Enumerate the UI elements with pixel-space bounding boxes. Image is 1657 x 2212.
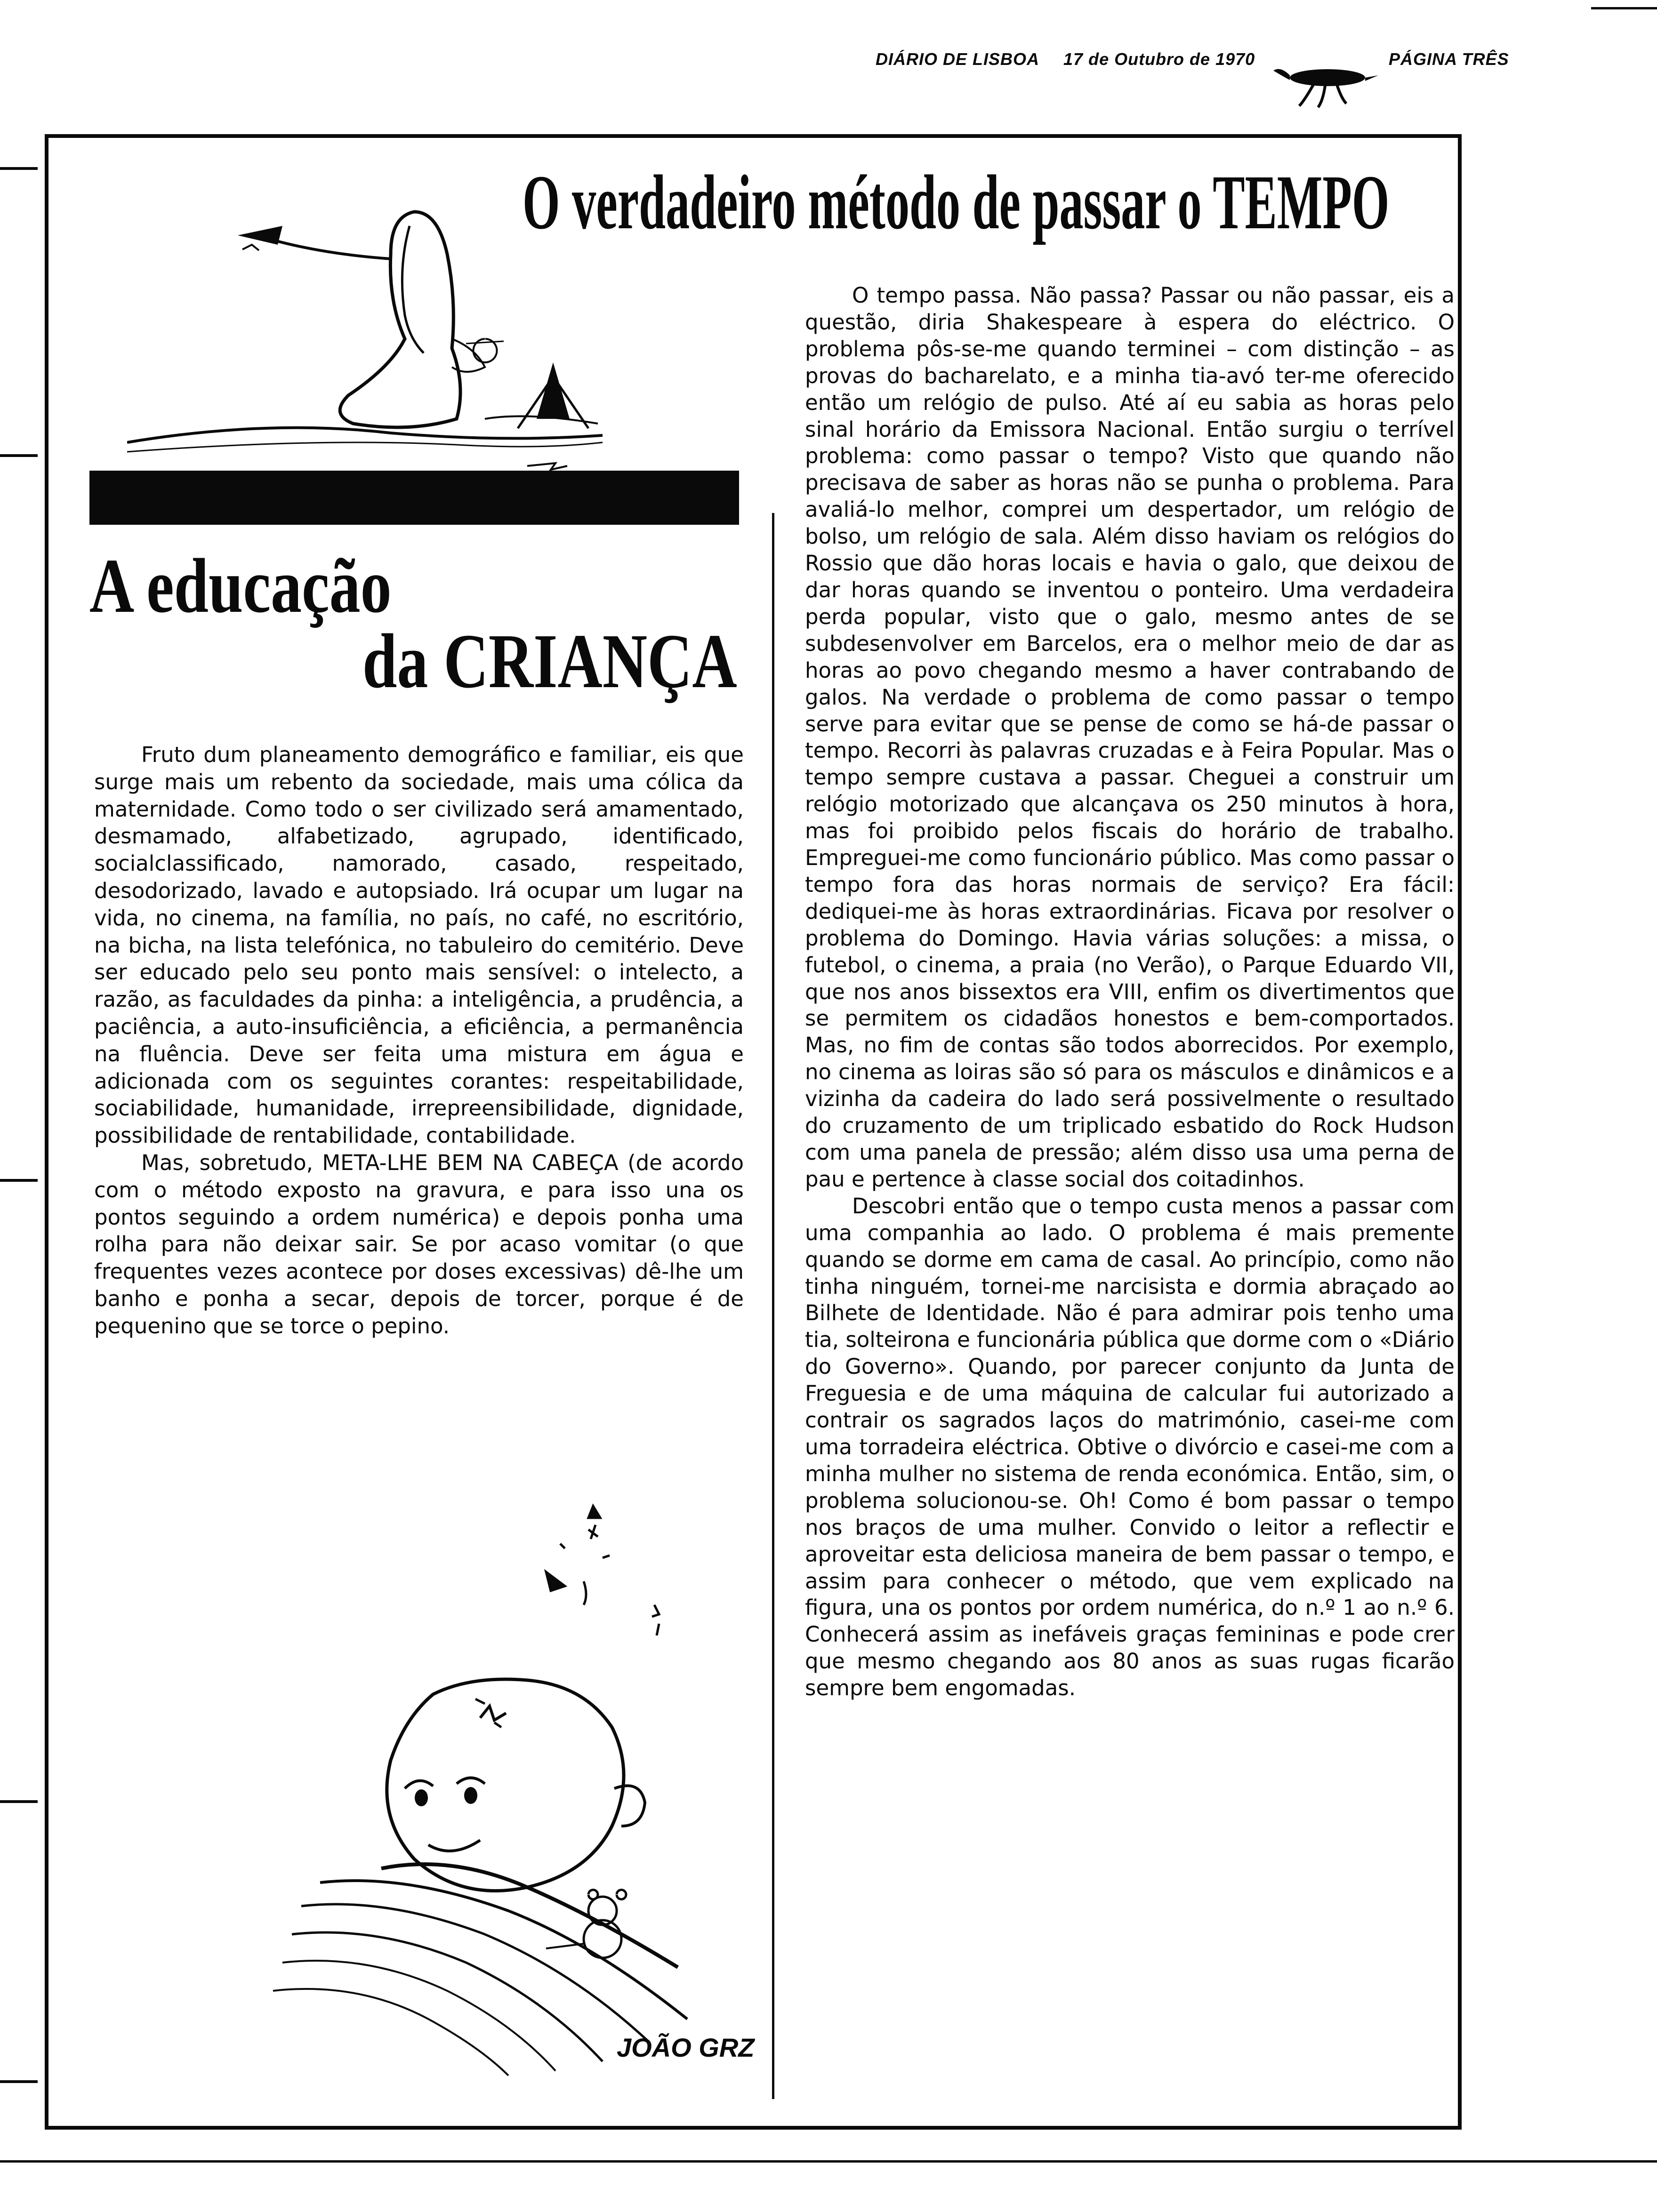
margin-mark: [0, 454, 38, 457]
top-rule: [1591, 7, 1657, 9]
section-subtitle-line1: A educação: [89, 543, 392, 629]
left-paragraph: Fruto dum planeamento demográfico e familiar, eis que surge mais um rebento da sociedade, mais uma cólica da maternidade. Como todo o ser civilizado será amamentado, desmamado, alfabetizado, agrupado, identificado, socialclassificado, namorado, casado, respeitado, desodorizado, lavado e autopsiado. Irá ocupar um lugar na vida, no cinema, na família, no país, no café, no escritório, na bicha, na lista telefónica, no tabuleiro do cemitério. Deve ser educado pelo seu ponto mais sensível: o intelecto, a razão, as faculdades da pinha: a inteligência, a prudência, a paciência, a auto-insuficiência, a eficiência, a permanência na fluência. Deve ser feita uma mistura em água e adicionada com os seguintes corantes: respeitabilidade, sociabilidade, humanidade, irrepreensibilidade, dignidade, possibilidade de rentabilidade, contabilidade.: [94, 742, 744, 1148]
left-article-body: [94, 741, 744, 1340]
right-paragraph: O tempo passa. Não passa? Passar ou não passar, eis a questão, diria Shakespeare à espera do eléctrico. O problema pôs-se-me quando terminei – com distinção – as provas do bacharelato, e a minha tia-avó ter-me oferecido então um relógio de pulso. Até aí eu sabia as horas pelo sinal horário da Emissora Nacional. Então surgiu o terrível problema: como passar o tempo? Visto que quando não precisava de saber as horas não se punha o problema. Para avaliá-lo melhor, comprei um despertador, um relógio de bolso, um relógio de sala. Além disso haviam os relógios do Rossio que dão horas locais e havia o galo, que deixou de dar horas quando se inventou o ponteiro. Uma verdadeira perda popular, visto que o galo, mesmo antes de se subdesenvolver em Barcelos, era o melhor meio de dar as horas ao povo chegando mesmo a haver contrabando de galos. Na verdade o problema de como passar o tempo serve para evitar que se pense de como se há-de passar o tempo. Recorri às palavras cruzadas e à Feira Popular. Mas o tempo sempre custava a passar. Cheguei a construir um relógio motorizado que alcançava os 250 minutos à hora, mas foi proibido pelos fiscais do horário de trabalho. Empreguei-me como funcionário público. Mas como passar o tempo fora das horas normais de serviço? Era fácil: dediquei-me às horas extraordinárias. Ficava por resolver o problema do Domingo. Havia várias soluções: a missa, o futebol, o cinema, a praia (no Verão), o Parque Eduardo VII, que nos anos bissextos era VIII, enfim os divertimentos que se permitem os cidadãos honestos e bem-comportados. Mas, no fim de contas são todos aborrecidos. Por exemplo, no cinema as loiras são só para os másculos e dinâmicos e a vizinha da cadeira do lado será possivelmente o resultado do cruzamento de um triplicado esbatido do Rock Hudson com uma panela de pressão; além disso usa uma perna de pau e pertence à classe social dos coitadinhos.: [805, 283, 1455, 1192]
column-rule: [772, 513, 774, 2099]
page-header: [876, 49, 1509, 69]
fly-icon: [1271, 56, 1379, 108]
margin-mark: [0, 1800, 38, 1803]
section-divider-bar: [89, 471, 739, 525]
page-label: PÁGINA TRÊS: [1389, 49, 1509, 69]
section-subtitle-line2: da CRIANÇA: [362, 618, 737, 704]
margin-mark: [0, 1179, 38, 1182]
illustration-signature: JOÃO GRZ: [617, 2033, 755, 2062]
right-paragraph: Descobri então que o tempo custa menos a passar com uma companhia ao lado. O problema é mais premente quando se dorme em cama de casal. Ao princípio, como não tinha ninguém, tornei-me narcisista e dormia abraçado ao Bilhete de Identidade. Não é para admirar pois tenho uma tia, solteirona e funcionária pública que dorme com o «Diário do Governo». Quando, por parecer conjunto da Junta de Freguesia e de uma máquina de calcular fui autorizado a contrair os sagrados laços do matrimónio, casei-me com uma torradeira eléctrica. Obtive o divórcio e casei-me com a minha mulher no sistema de renda económica. Então, sim, o problema solucionou-se. Oh! Como é bom passar o tempo nos braços de uma mulher. Convido o leitor a reflectir e aproveitar esta deliciosa maneira de bem passar o tempo, e assim para conhecer o método, que vem explicado na figura, una os pontos por ordem numérica, do n.º 1 ao n.º 6. Conhecerá assim as inefáveis graças femininas e pode crer que mesmo chegando aos 80 anos as suas rugas ficarão sempre bem engomadas.: [805, 1193, 1455, 1701]
left-paragraph: Mas, sobretudo, META-LHE BEM NA CABEÇA (de acordo com o método exposto na gravura, e para isso una os pontos seguindo a ordem numérica) e depois ponha uma rolha para não deixar sair. Se por acaso vomitar (o que frequentes vezes acontece por doses excessivas) dê-lhe um banho e ponha a secar, depois de torcer, porque é de pequenino que se torce o pepino.: [94, 1150, 744, 1338]
margin-mark: [0, 2080, 38, 2083]
right-article-body: [805, 282, 1455, 1702]
baby-head-illustration: [264, 1497, 758, 2080]
woman-seated-illustration: [127, 198, 607, 480]
publication-date: 17 de Outubro de 1970: [1063, 49, 1255, 69]
page-bottom-rule: [0, 2160, 1657, 2163]
page-title: O verdadeiro método de passar o TEMPO: [523, 159, 1390, 245]
publication-name: DIÁRIO DE LISBOA: [876, 49, 1040, 69]
margin-mark: [0, 167, 38, 170]
